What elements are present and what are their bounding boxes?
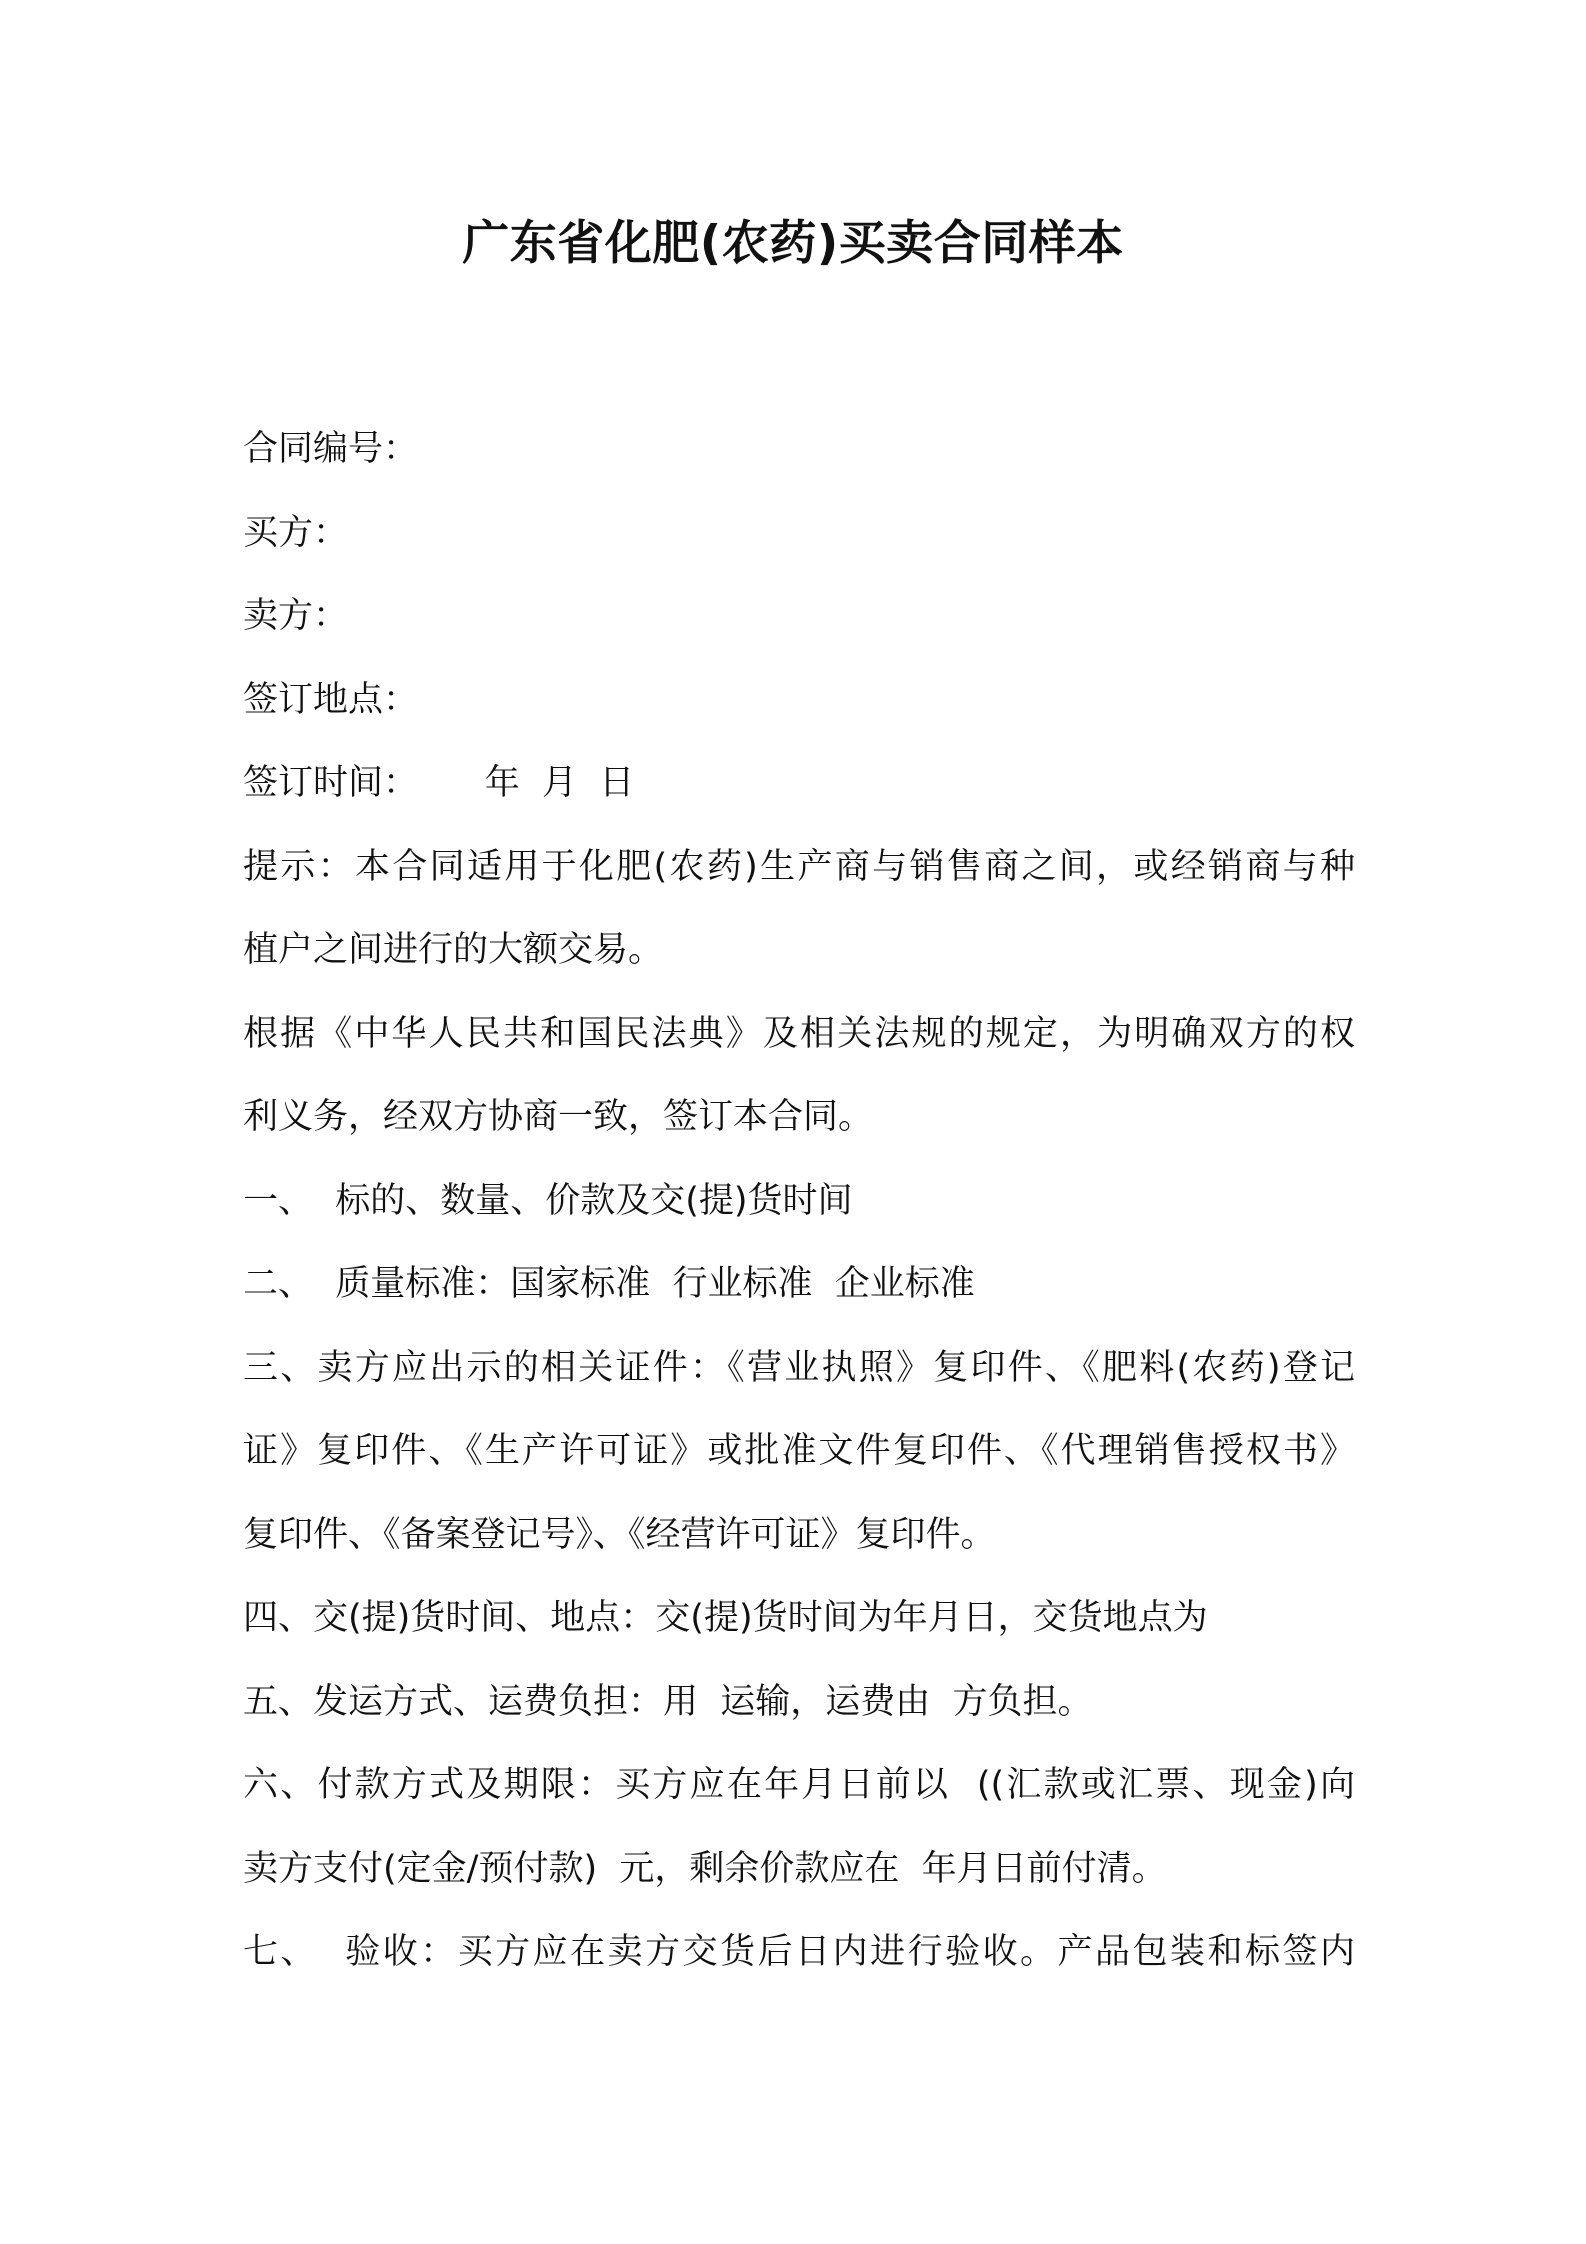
field-contract-number: 合同编号： bbox=[243, 429, 419, 469]
clause-6-line: 卖方支付(定金/预付款) 元，剩余价款应在 年月日前付清。 bbox=[243, 1848, 1167, 1889]
clause-1: 一、 标的、数量、价款及交(提)货时间 bbox=[243, 1180, 853, 1221]
document-title: 广东省化肥(农药)买卖合同样本 bbox=[462, 216, 1124, 271]
field-seller: 卖方： bbox=[243, 596, 349, 636]
field-signing-place: 签订地点： bbox=[243, 679, 419, 720]
clause-3-line: 复印件、《备案登记号》、《经营许可证》复印件。 bbox=[243, 1514, 996, 1555]
preamble-paragraph-line: 利义务，经双方协商一致，签订本合同。 bbox=[243, 1097, 874, 1137]
clause-6-line: 六、付款方式及期限：买方应在年月日前以 ((汇款或汇票、现金)向 bbox=[243, 1765, 1355, 1805]
notice-paragraph-line: 植户之间进行的大额交易。 bbox=[243, 930, 664, 970]
clause-5: 五、发运方式、运费负担：用 运输，运费由 方负担。 bbox=[243, 1681, 1093, 1722]
clause-2: 二、 质量标准：国家标准 行业标准 企业标准 bbox=[243, 1264, 975, 1304]
field-buyer: 买方： bbox=[243, 512, 349, 553]
field-signing-date: 签订时间： 年 月 日 bbox=[243, 763, 635, 803]
preamble-paragraph-line: 根据《中华人民共和国民法典》及相关法规的规定，为明确双方的权 bbox=[243, 1013, 1355, 1054]
document-body bbox=[243, 408, 1355, 1995]
notice-paragraph-line: 提示：本合同适用于化肥(农药)生产商与销售商之间，或经销商与种 bbox=[243, 846, 1355, 887]
clause-3-line: 三、卖方应出示的相关证件：《营业执照》复印件、《肥料(农药)登记 bbox=[243, 1347, 1355, 1388]
clause-3-line: 证》复印件、《生产许可证》或批准文件复印件、《代理销售授权书》 bbox=[243, 1431, 1355, 1471]
clause-4: 四、交(提)货时间、地点：交(提)货时间为年月日，交货地点为 bbox=[243, 1598, 1208, 1638]
clause-7-line: 七、 验收：买方应在卖方交货后日内进行验收。产品包装和标签内 bbox=[243, 1932, 1355, 1972]
